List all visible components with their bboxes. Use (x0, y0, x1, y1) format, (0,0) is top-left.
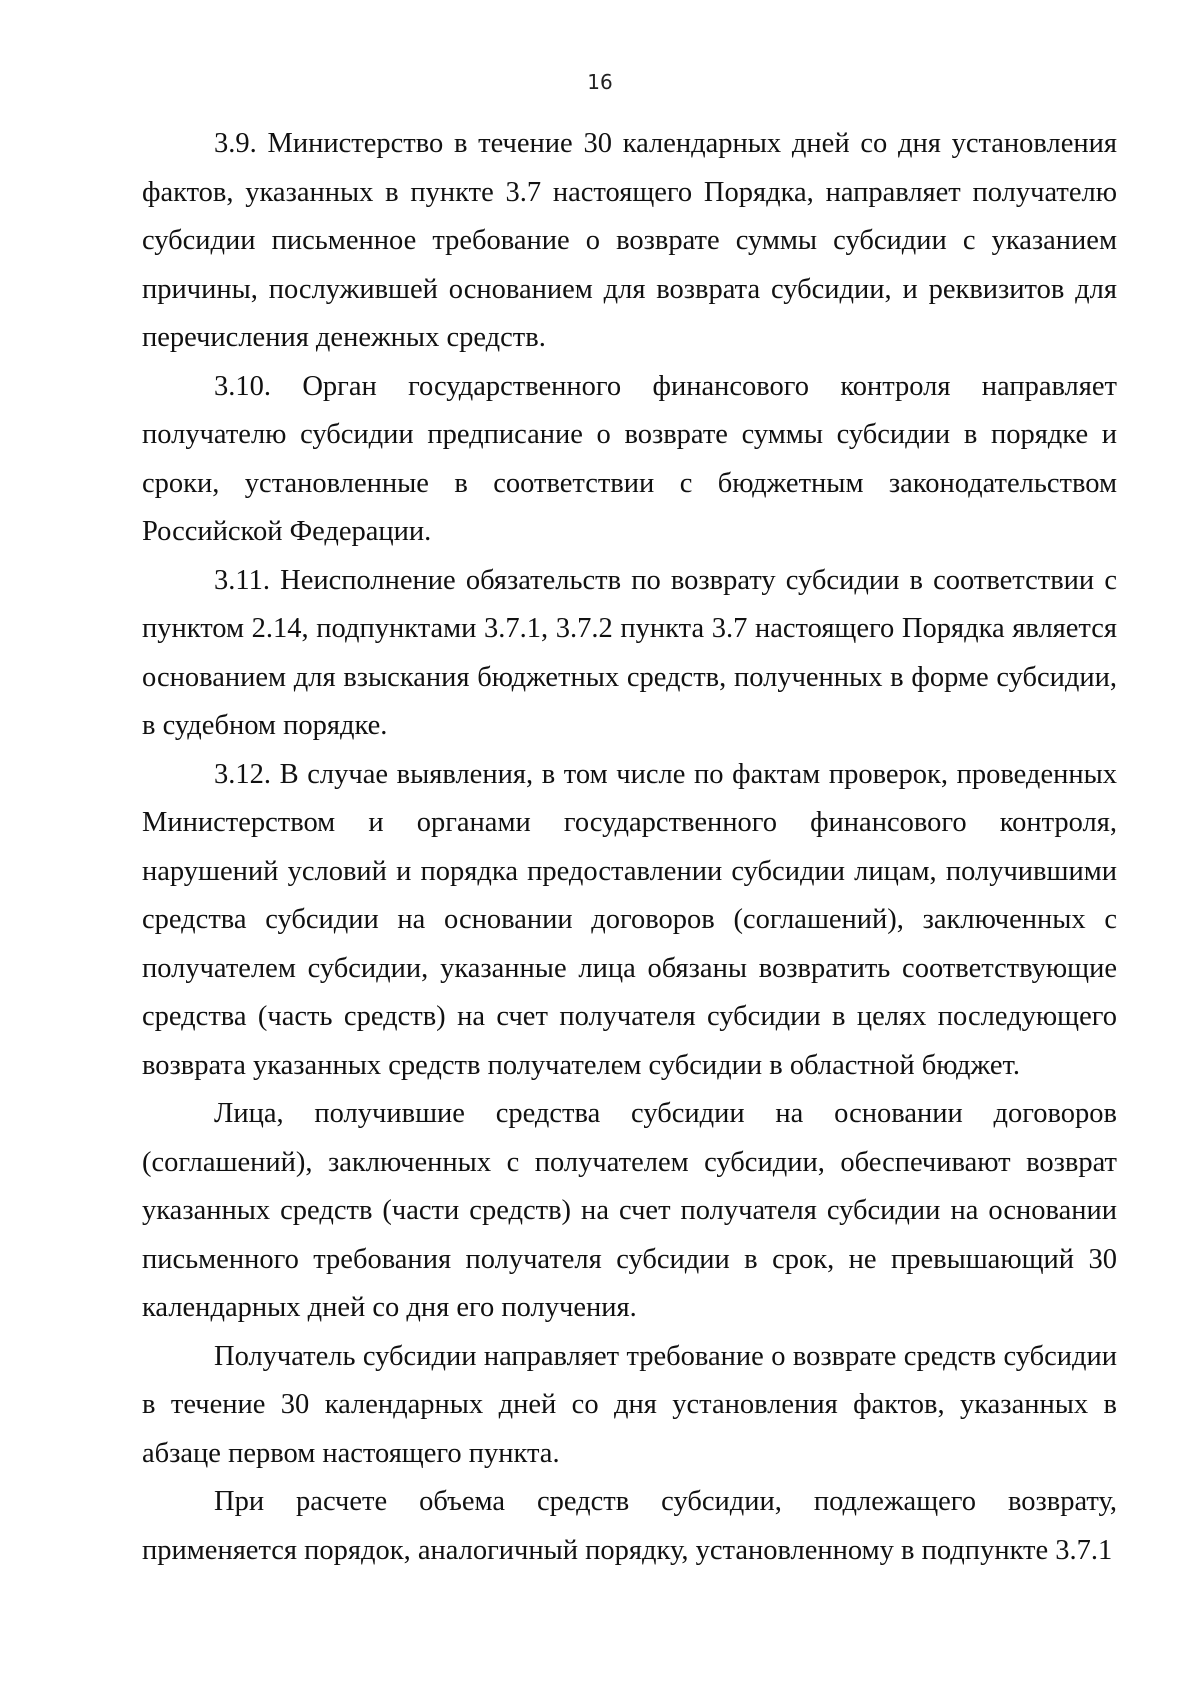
page-number: 16 (587, 70, 613, 94)
paragraph-persons-return: Лица, получившие средства субсидии на основании договоров (соглашений), заключенных с получателем субсидии, обеспечивают возврат указанных средств (части средств) на счет получателя субсидии на основании письменного требования получателя субсидии в срок, не превышающий 30 календарных дней со дня его получения. (142, 1098, 1117, 1323)
paragraph-3-11: 3.11. Неисполнение обязательств по возврату субсидии в соответствии с пунктом 2.14, подпунктами 3.7.1, 3.7.2 пункта 3.7 настоящего Порядка является основанием для взыскания бюджетных средств, полученных в форме субсидии, в судебном порядке. (142, 564, 1117, 741)
paragraph-3-9: 3.9. Министерство в течение 30 календарных дней со дня установления фактов, указанных в пункте 3.7 настоящего Порядка, направляет получателю субсидии письменное требование о возврате суммы субсидии с указанием причины, послужившей основанием для возврата субсидии, и реквизитов для перечисления денежных средств. (142, 128, 1117, 353)
paragraph-3-10: 3.10. Орган государственного финансового контроля направляет получателю субсидии предписание о возврате суммы субсидии в порядке и сроки, установленные в соответствии с бюджетным законодательством Российской Федерации. (142, 370, 1117, 547)
paragraph-calculation: При расчете объема средств субсидии, подлежащего возврату, применяется порядок, аналогичный порядку, установленному в подпункте 3.7.1 (142, 1486, 1117, 1566)
paragraph-3-12: 3.12. В случае выявления, в том числе по фактам проверок, проведенных Министерством и органами государственного финансового контроля, нарушений условий и порядка предоставлении субсидии лицам, получившими средства субсидии на основании договоров (соглашений), заключенных с получателем субсидии, указанные лица обязаны возвратить соответствующие средства (часть средств) на счет получателя субсидии в целях последующего возврата указанных средств получателем субсидии в областной бюджет. (142, 758, 1117, 1081)
document-body (142, 120, 1117, 1575)
paragraph-recipient-demand: Получатель субсидии направляет требование о возврате средств субсидии в течение 30 календарных дней со дня установления фактов, указанных в абзаце первом настоящего пункта. (142, 1340, 1117, 1469)
